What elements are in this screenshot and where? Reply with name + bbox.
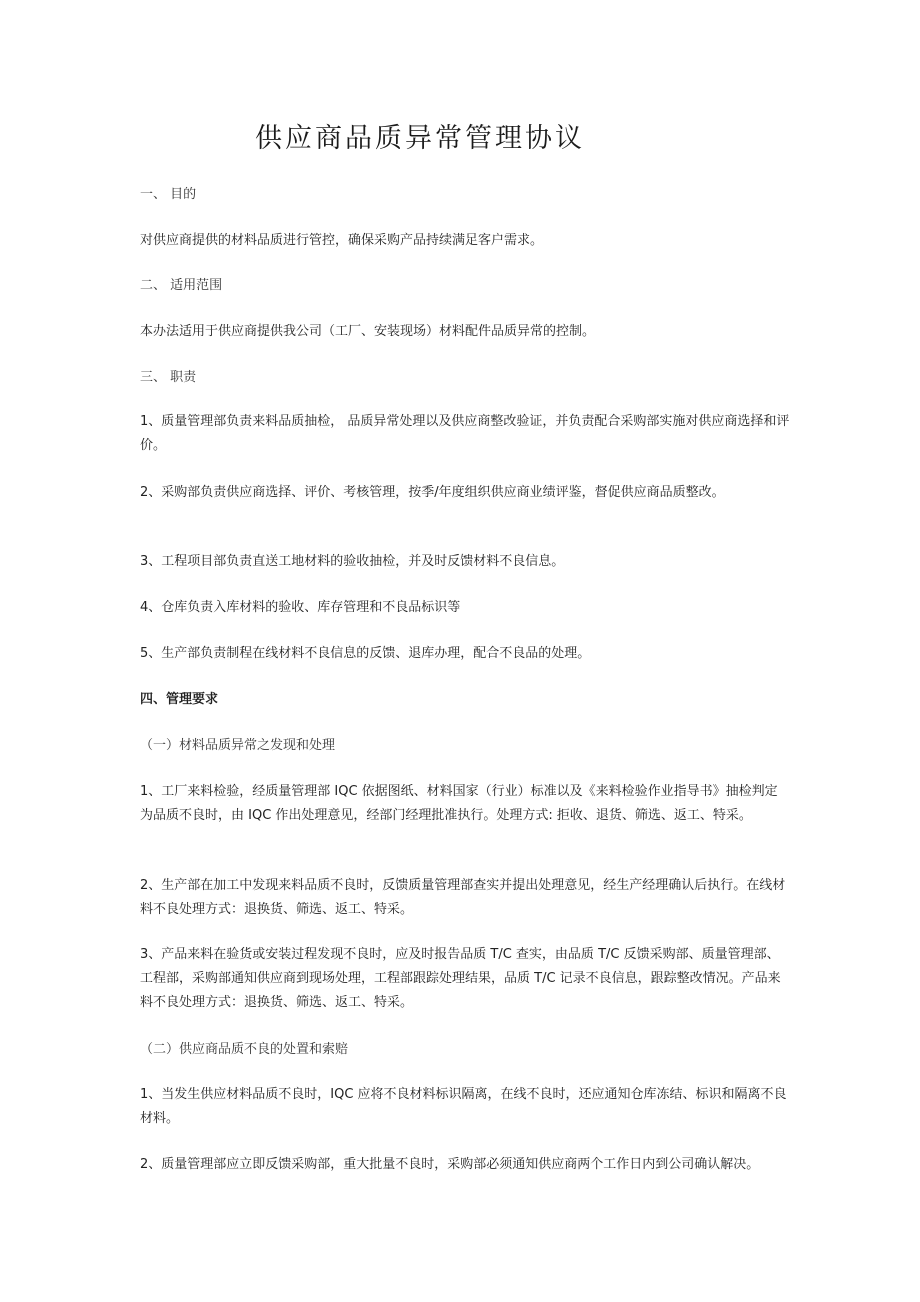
section-heading-duties: 三、 职责	[140, 370, 197, 385]
paragraph-material-1: 1、工厂来料检验，经质量管理部 IQC 依据图纸、材料国家（行业）标准以及《来料检验作业指导书》抽检判定为品质不良时，由 IQC 作出处理意见，经部门经理批准执行。处理方式: 拒收、退货、筛选、返工、特采。	[140, 784, 778, 823]
paragraph-duty-3: 3、工程项目部负责直送工地材料的验收抽检，并及时反馈材料不良信息。	[140, 554, 565, 569]
paragraph-scope: 本办法适用于供应商提供我公司（工厂、安装现场）材料配件品质异常的控制。	[140, 324, 596, 339]
paragraph-duty-5: 5、生产部负责制程在线材料不良信息的反馈、退库办理，配合不良品的处理。	[140, 646, 591, 661]
section-heading-management: 四、管理要求	[140, 692, 219, 707]
document-title: 供应商品质异常管理协议	[255, 123, 585, 154]
section-heading-purpose: 一、 目的	[140, 187, 197, 202]
section-heading-scope: 二、 适用范围	[140, 278, 223, 293]
paragraph-material-2: 2、生产部在加工中发现来料品质不良时，反馈质量管理部查实并提出处理意见，经生产经理确认后执行。在线材料不良处理方式：退换货、筛选、返工、特采。	[140, 878, 786, 917]
paragraph-claims-1: 1、当发生供应材料品质不良时，IQC 应将不良材料标识隔离，在线不良时，还应通知仓库冻结、标识和隔离不良材料。	[140, 1087, 787, 1126]
paragraph-material-3: 3、产品来料在验货或安装过程发现不良时，应及时报告品质 T/C 查实，由品质 T/C 反馈采购部、质量管理部、工程部，采购部通知供应商到现场处理，工程部跟踪处理结果，品质 T/C 记录不良信息，跟踪整改情况。产品来料不良处理方式：退换货、筛选、返工、特采。	[140, 947, 781, 1010]
subsection-heading-supplier-claims: （二）供应商品质不良的处置和索赔	[140, 1042, 349, 1057]
paragraph-purpose: 对供应商提供的材料品质进行管控，确保采购产品持续满足客户需求。	[140, 233, 544, 248]
paragraph-duty-2: 2、采购部负责供应商选择、评价、考核管理，按季/年度组织供应商业绩评鉴，督促供应商品质整改。	[140, 485, 725, 500]
paragraph-claims-2: 2、质量管理部应立即反馈采购部，重大批量不良时，采购部必须通知供应商两个工作日内到公司确认解决。	[140, 1157, 760, 1172]
paragraph-duty-1: 1、质量管理部负责来料品质抽检， 品质异常处理以及供应商整改验证，并负责配合采购部实施对供应商选择和评价。	[140, 414, 790, 453]
paragraph-duty-4: 4、仓库负责入库材料的验收、库存管理和不良品标识等	[140, 600, 461, 615]
subsection-heading-material-issues: （一）材料品质异常之发现和处理	[140, 738, 336, 753]
